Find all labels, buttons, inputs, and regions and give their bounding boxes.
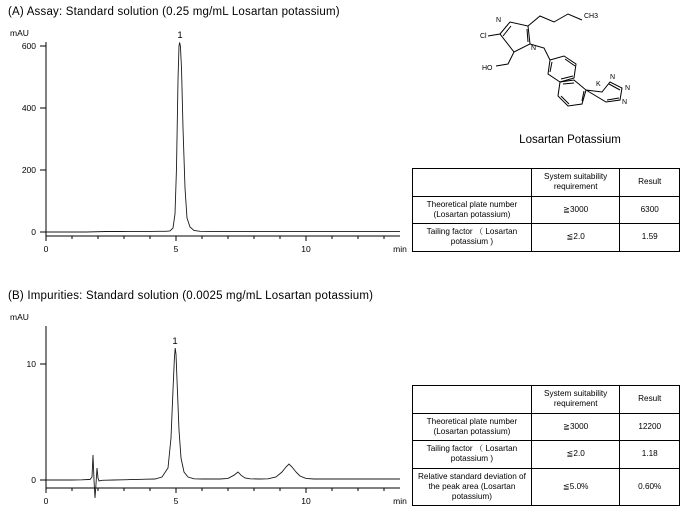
svg-text:0: 0 — [31, 475, 36, 485]
table-a-row0-label: Theoretical plate number (Losartan potassium) — [413, 196, 532, 224]
table-b-row1-requirement: ≦2.0 — [531, 441, 620, 469]
molecule-label-nt3: N — [622, 99, 628, 106]
chart-b-svg — [10, 312, 410, 512]
svg-text:min: min — [393, 244, 407, 254]
table-b-header-requirement: System suitability requirement — [531, 386, 620, 414]
table-b-row1-label: Tailing factor （ Losartan potassium ) — [413, 441, 532, 469]
chart-a-peak-label: 1 — [177, 30, 183, 41]
table-b-row1-result: 1.18 — [620, 441, 680, 469]
molecule-label-n1: N — [496, 17, 502, 24]
chart-a-y-unit: mAU — [10, 28, 29, 38]
chart-b-trace — [46, 348, 400, 498]
table-b-row2-result: 0.60% — [620, 468, 680, 506]
svg-text:min: min — [393, 496, 407, 506]
table-row — [413, 386, 680, 414]
svg-text:10: 10 — [26, 359, 36, 369]
svg-text:5: 5 — [173, 496, 179, 506]
table-row — [413, 224, 680, 252]
chart-a-y-ticks — [22, 41, 46, 237]
table-b-row0-label: Theoretical plate number (Losartan potassium) — [413, 413, 532, 441]
chromatogram-impurities — [10, 312, 410, 512]
svg-text:0: 0 — [43, 244, 49, 254]
chromatogram-assay — [10, 28, 410, 268]
table-row — [413, 169, 680, 197]
molecule-label-k: K — [596, 81, 601, 88]
table-a-header-blank — [413, 169, 532, 197]
table-b-row2-label: Relative standard deviation of the peak area (Losartan potassium) — [413, 468, 532, 506]
table-a-row0-result: 6300 — [620, 196, 680, 224]
table-row — [413, 468, 680, 506]
chart-a-svg — [10, 28, 410, 268]
molecule-label-nt2: N — [625, 85, 631, 92]
table-b-header-blank — [413, 386, 532, 414]
table-b-row2-requirement: ≦5.0% — [531, 468, 620, 506]
table-a-header-result: Result — [620, 169, 680, 197]
chart-b-x-ticks — [44, 488, 407, 506]
molecule-label-nt1: N — [610, 74, 616, 81]
chart-b-y-unit: mAU — [10, 312, 29, 322]
table-a-row1-requirement: ≦2.0 — [531, 224, 620, 252]
svg-text:0: 0 — [43, 496, 49, 506]
system-suitability-table-assay — [412, 168, 680, 252]
svg-text:400: 400 — [21, 103, 36, 113]
molecule-label-ho: HO — [482, 65, 493, 72]
table-a-header-requirement: System suitability requirement — [531, 169, 620, 197]
molecule-label-cl: Cl — [480, 33, 487, 40]
svg-text:5: 5 — [173, 244, 179, 254]
svg-text:10: 10 — [301, 496, 311, 506]
losartan-structure — [470, 4, 670, 129]
svg-text:200: 200 — [21, 165, 36, 175]
table-a-row1-label: Tailing factor （ Losartan potassium ) — [413, 224, 532, 252]
system-suitability-table-impurities — [412, 385, 680, 506]
svg-text:600: 600 — [21, 41, 36, 51]
panel-a-title: (A) Assay: Standard solution (0.25 mg/mL Losartan potassium) — [8, 6, 340, 18]
svg-text:0: 0 — [31, 227, 36, 237]
svg-text:10: 10 — [301, 244, 311, 254]
panel-b-title: (B) Impurities: Standard solution (0.0025 mg/mL Losartan potassium) — [8, 290, 374, 302]
table-row — [413, 196, 680, 224]
table-b-row0-result: 12200 — [620, 413, 680, 441]
table-a-row0-requirement: ≧3000 — [531, 196, 620, 224]
losartan-structure-svg — [470, 4, 670, 129]
chart-b-peak-label: 1 — [172, 336, 178, 347]
molecule-name: Losartan Potassium — [519, 134, 621, 146]
table-b-header-result: Result — [620, 386, 680, 414]
table-b-row0-requirement: ≧3000 — [531, 413, 620, 441]
table-a-row1-result: 1.59 — [620, 224, 680, 252]
table-row — [413, 441, 680, 469]
chart-b-y-ticks — [27, 359, 46, 485]
molecule-label-n2: N — [531, 45, 537, 52]
chart-a-x-ticks — [44, 236, 407, 254]
molecule-label-ch3: CH3 — [584, 13, 599, 20]
chart-a-trace — [46, 43, 400, 233]
table-row — [413, 413, 680, 441]
